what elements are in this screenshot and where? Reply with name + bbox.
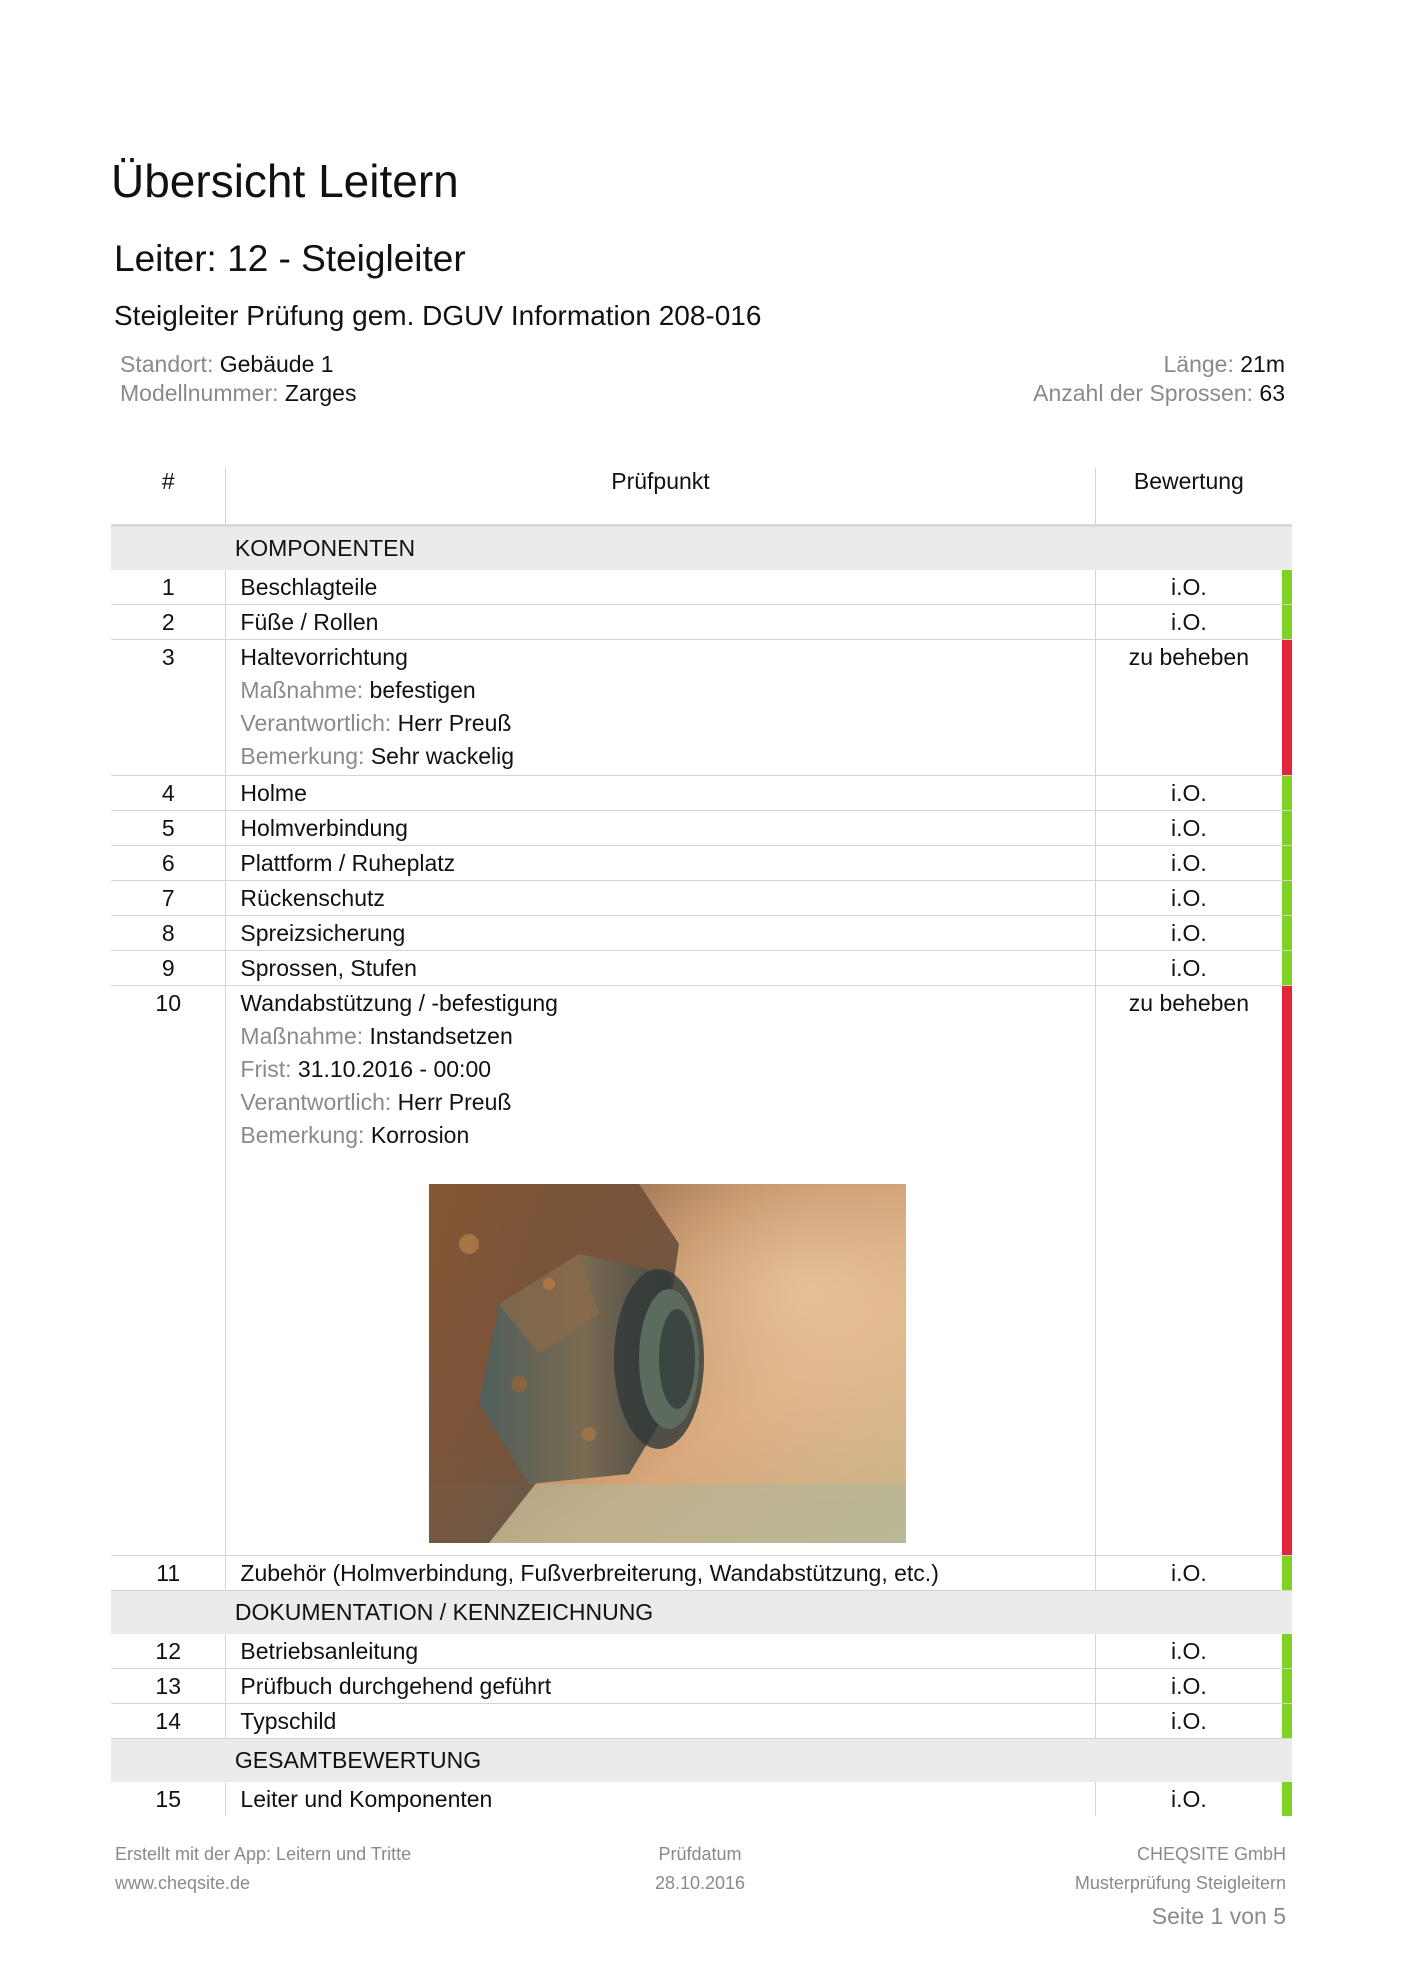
item-rating: i.O. (1095, 1782, 1282, 1816)
section-komponenten: KOMPONENTEN (226, 526, 1292, 571)
section-row (111, 1591, 1292, 1635)
table-row (111, 881, 1292, 916)
footer-company: CHEQSITE GmbH (1136, 1844, 1286, 1864)
massnahme-value: befestigen (369, 677, 476, 703)
status-bar (1282, 811, 1292, 846)
item-detail-cell (226, 640, 1095, 776)
standort-label: Standort: (120, 351, 214, 377)
status-bar (1282, 846, 1292, 881)
item-number: 13 (111, 1669, 226, 1704)
status-bar (1282, 986, 1292, 1556)
footer-left (115, 1840, 411, 1898)
standort-value: Gebäude 1 (219, 351, 334, 377)
inspection-subtitle: Steigleiter Prüfung gem. DGUV Information 208-016 (114, 300, 762, 331)
item-bemerkung (240, 740, 1094, 775)
section-dokumentation: DOKUMENTATION / KENNZEICHNUNG (226, 1591, 1292, 1635)
frist-value: 31.10.2016 - 00:00 (297, 1056, 492, 1082)
item-number: 15 (155, 1786, 181, 1812)
item-name: Zubehör (Holmverbindung, Fußverbreiterung, Wandabstützung, etc.) (226, 1556, 1095, 1591)
inspection-table (111, 468, 1292, 1816)
table-header-row (111, 468, 1292, 526)
status-bar (1282, 1634, 1292, 1669)
footer-middle (600, 1840, 800, 1898)
verantwortlich-value: Herr Preuß (397, 710, 512, 736)
footer-date-value: 28.10.2016 (654, 1873, 746, 1893)
table-row (111, 1556, 1292, 1591)
table-row (111, 951, 1292, 986)
item-name: Spreizsicherung (226, 916, 1095, 951)
item-name: Beschlagteile (226, 570, 1095, 605)
table-row (111, 640, 1292, 776)
item-number: 9 (111, 951, 226, 986)
item-name: Sprossen, Stufen (226, 951, 1095, 986)
corrosion-photo (429, 1184, 906, 1543)
item-rating: i.O. (1095, 1669, 1282, 1704)
meta-right (1033, 350, 1285, 408)
footer-website[interactable]: www.cheqsite.de (115, 1873, 251, 1893)
item-name: Betriebsanleitung (226, 1634, 1095, 1669)
verantwortlich-label: Verantwortlich: (240, 1089, 392, 1115)
item-name: Leiter und Komponenten (226, 1782, 1095, 1816)
meta-modell (120, 379, 356, 408)
bemerkung-label: Bemerkung: (240, 1122, 365, 1148)
verantwortlich-label: Verantwortlich: (240, 710, 392, 736)
meta-sprossen (1033, 379, 1285, 408)
item-rating: i.O. (1095, 570, 1282, 605)
item-name: Prüfbuch durchgehend geführt (226, 1669, 1095, 1704)
table-row (111, 811, 1292, 846)
col-header-bewertung: Bewertung (1095, 468, 1282, 526)
section-row (111, 1739, 1292, 1783)
item-rating: i.O. (1095, 776, 1282, 811)
footer-date-label: Prüfdatum (658, 1844, 742, 1864)
col-header-status (1282, 468, 1292, 526)
laenge-label: Länge: (1163, 351, 1234, 377)
item-name: Plattform / Ruheplatz (226, 846, 1095, 881)
footer-page-number: Seite 1 von 5 (1151, 1903, 1286, 1929)
item-rating: i.O. (1095, 1634, 1282, 1669)
photo-container (240, 1152, 1094, 1555)
item-name: Rückenschutz (226, 881, 1095, 916)
item-rating: i.O. (1095, 951, 1282, 986)
status-bar (1282, 776, 1292, 811)
modell-label: Modellnummer: (120, 380, 279, 406)
sprossen-label: Anzahl der Sprossen: (1033, 380, 1254, 406)
item-name: Haltevorrichtung (240, 644, 408, 670)
item-rating: i.O. (1095, 1556, 1282, 1591)
item-number: 10 (111, 986, 226, 1556)
table-row (111, 1634, 1292, 1669)
item-number: 1 (111, 570, 226, 605)
sprossen-value: 63 (1259, 380, 1285, 406)
item-bemerkung (240, 1119, 1094, 1152)
status-bar (1282, 1669, 1292, 1704)
ladder-title: Leiter: 12 - Steigleiter (114, 238, 466, 279)
col-header-pruefpunkt: Prüfpunkt (226, 468, 1095, 526)
bemerkung-value: Korrosion (370, 1122, 470, 1148)
item-detail-cell (226, 986, 1095, 1556)
status-bar (1282, 881, 1292, 916)
laenge-value: 21m (1240, 351, 1285, 377)
item-verantwortlich (240, 707, 1094, 740)
item-rating: zu beheben (1095, 640, 1282, 776)
table-row (111, 1704, 1292, 1739)
item-number: 8 (111, 916, 226, 951)
item-rating: i.O. (1095, 916, 1282, 951)
item-rating: i.O. (1095, 846, 1282, 881)
bemerkung-label: Bemerkung: (240, 743, 365, 769)
item-verantwortlich (240, 1086, 1094, 1119)
meta-left (120, 350, 356, 408)
item-rating: i.O. (1095, 811, 1282, 846)
meta-laenge (1033, 350, 1285, 379)
meta-standort (120, 350, 356, 379)
status-bar (1282, 570, 1292, 605)
item-massnahme (240, 674, 1094, 707)
footer-right (1075, 1840, 1286, 1931)
massnahme-label: Maßnahme: (240, 1023, 364, 1049)
status-bar (1282, 605, 1292, 640)
section-gesamtbewertung: GESAMTBEWERTUNG (226, 1739, 1292, 1783)
item-number: 11 (111, 1556, 226, 1591)
modell-value: Zarges (284, 380, 357, 406)
item-number: 6 (111, 846, 226, 881)
table-row (111, 1669, 1292, 1704)
bemerkung-value: Sehr wackelig (370, 743, 515, 769)
item-massnahme (240, 1020, 1094, 1053)
verantwortlich-value: Herr Preuß (397, 1089, 512, 1115)
item-rating: zu beheben (1095, 986, 1282, 1556)
table-row (111, 916, 1292, 951)
table-row (111, 570, 1292, 605)
item-number: 3 (111, 640, 226, 776)
table-row (111, 1782, 1292, 1816)
massnahme-label: Maßnahme: (240, 677, 364, 703)
section-row (111, 526, 1292, 571)
table-row (111, 605, 1292, 640)
frist-label: Frist: (240, 1056, 292, 1082)
table-row (111, 846, 1292, 881)
status-bar (1282, 951, 1292, 986)
item-name: Typschild (226, 1704, 1095, 1739)
item-number: 4 (111, 776, 226, 811)
item-name: Füße / Rollen (226, 605, 1095, 640)
item-rating: i.O. (1095, 605, 1282, 640)
item-name: Wandabstützung / -befestigung (240, 990, 558, 1016)
status-bar (1282, 1782, 1292, 1816)
col-header-num: # (111, 468, 226, 526)
status-bar (1282, 916, 1292, 951)
status-bar (1282, 1704, 1292, 1739)
item-number: 2 (111, 605, 226, 640)
status-bar (1282, 1556, 1292, 1591)
item-frist (240, 1053, 1094, 1086)
item-name: Holmverbindung (226, 811, 1095, 846)
massnahme-value: Instandsetzen (369, 1023, 513, 1049)
footer-created-with: Erstellt mit der App: Leitern und Tritte (115, 1844, 412, 1864)
item-number: 7 (111, 881, 226, 916)
item-number: 14 (111, 1704, 226, 1739)
table-row (111, 776, 1292, 811)
item-rating: i.O. (1095, 881, 1282, 916)
footer-doc-name: Musterprüfung Steigleitern (1074, 1873, 1286, 1893)
page-title: Übersicht Leitern (111, 155, 459, 207)
item-name: Holme (226, 776, 1095, 811)
status-bar (1282, 640, 1292, 776)
item-number: 5 (111, 811, 226, 846)
table-row (111, 986, 1292, 1556)
item-number: 12 (111, 1634, 226, 1669)
item-rating: i.O. (1095, 1704, 1282, 1739)
